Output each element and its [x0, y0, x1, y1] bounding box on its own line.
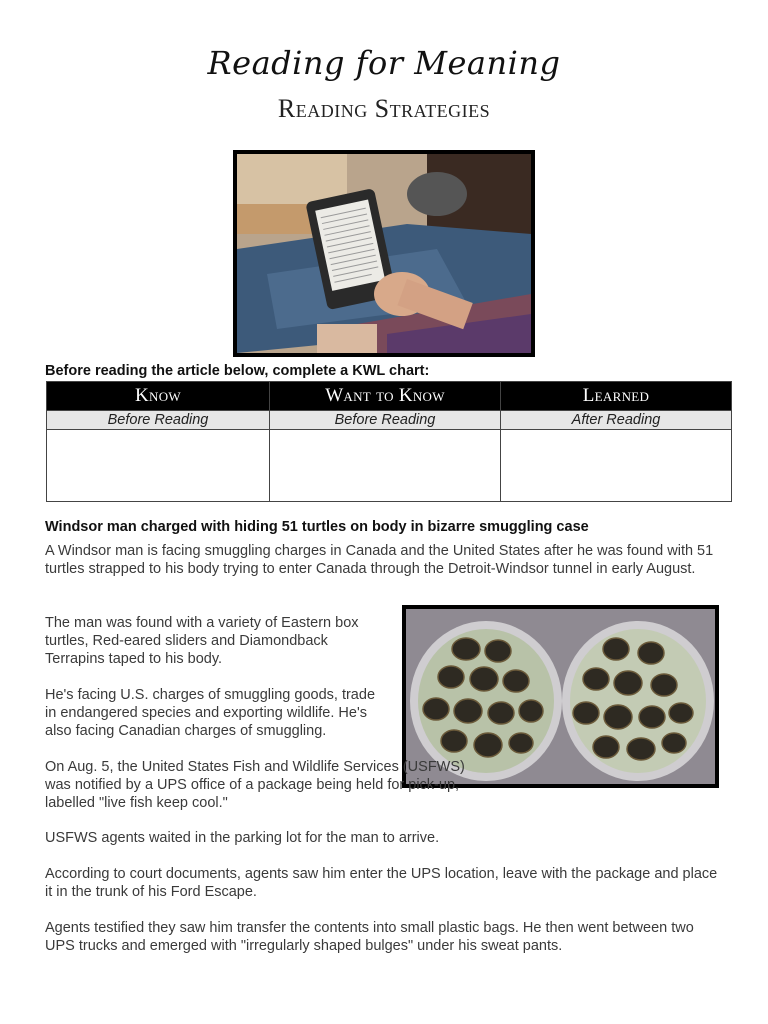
kwl-chart	[46, 381, 732, 502]
ereader-photo	[233, 150, 535, 357]
article-paragraph-3: He's facing U.S. charges of smuggling goods, trade in endangered species and exporting wildlife. He's also facing Canadian charges of smuggling.	[45, 687, 376, 739]
article-paragraph-5: USFWS agents waited in the parking lot for the man to arrive.	[45, 830, 440, 846]
article-headline: Windsor man charged with hiding 51 turtles on body in bizarre smuggling case	[45, 519, 589, 535]
kwl-header-know: Know	[47, 382, 270, 411]
kwl-sub-want-to-know: Before Reading	[270, 411, 501, 430]
article-paragraph-6: According to court documents, agents saw him enter the UPS location, leave with the package and place it in the trunk of his Ford Escape.	[45, 866, 718, 900]
kwl-sub-learned: After Reading	[501, 411, 732, 430]
article-paragraph-7: Agents testified they saw him transfer the contents into small plastic bags. He then went between two UPS trucks and emerged with "irregularly shaped bulges" under his sweat pants.	[45, 920, 694, 954]
kwl-sub-know: Before Reading	[47, 411, 270, 430]
kwl-cell-know[interactable]	[47, 430, 270, 502]
page-title: Reading for Meaning	[207, 44, 561, 82]
kwl-header-learned: Learned	[501, 382, 732, 411]
kwl-cell-want-to-know[interactable]	[270, 430, 501, 502]
kwl-instructions: Before reading the article below, complete a KWL chart:	[45, 363, 430, 379]
page-subtitle: Reading Strategies	[277, 94, 491, 123]
article-paragraph-2: The man was found with a variety of Eastern box turtles, Red-eared sliders and Diamondback Terrapins taped to his body.	[45, 615, 359, 667]
article-paragraph-1: A Windsor man is facing smuggling charges in Canada and the United States after he was found with 51 turtles strapped to his body trying to enter Canada through the Detroit-Windsor tunnel in early August.	[45, 543, 714, 577]
kwl-cell-learned[interactable]	[501, 430, 732, 502]
kwl-header-want-to-know: Want to Know	[270, 382, 501, 411]
article-paragraph-4: On Aug. 5, the United States Fish and Wildlife Services (USFWS) was notified by a UPS office of a package being held for pick-up, labelled "live fish keep cool."	[45, 759, 465, 811]
